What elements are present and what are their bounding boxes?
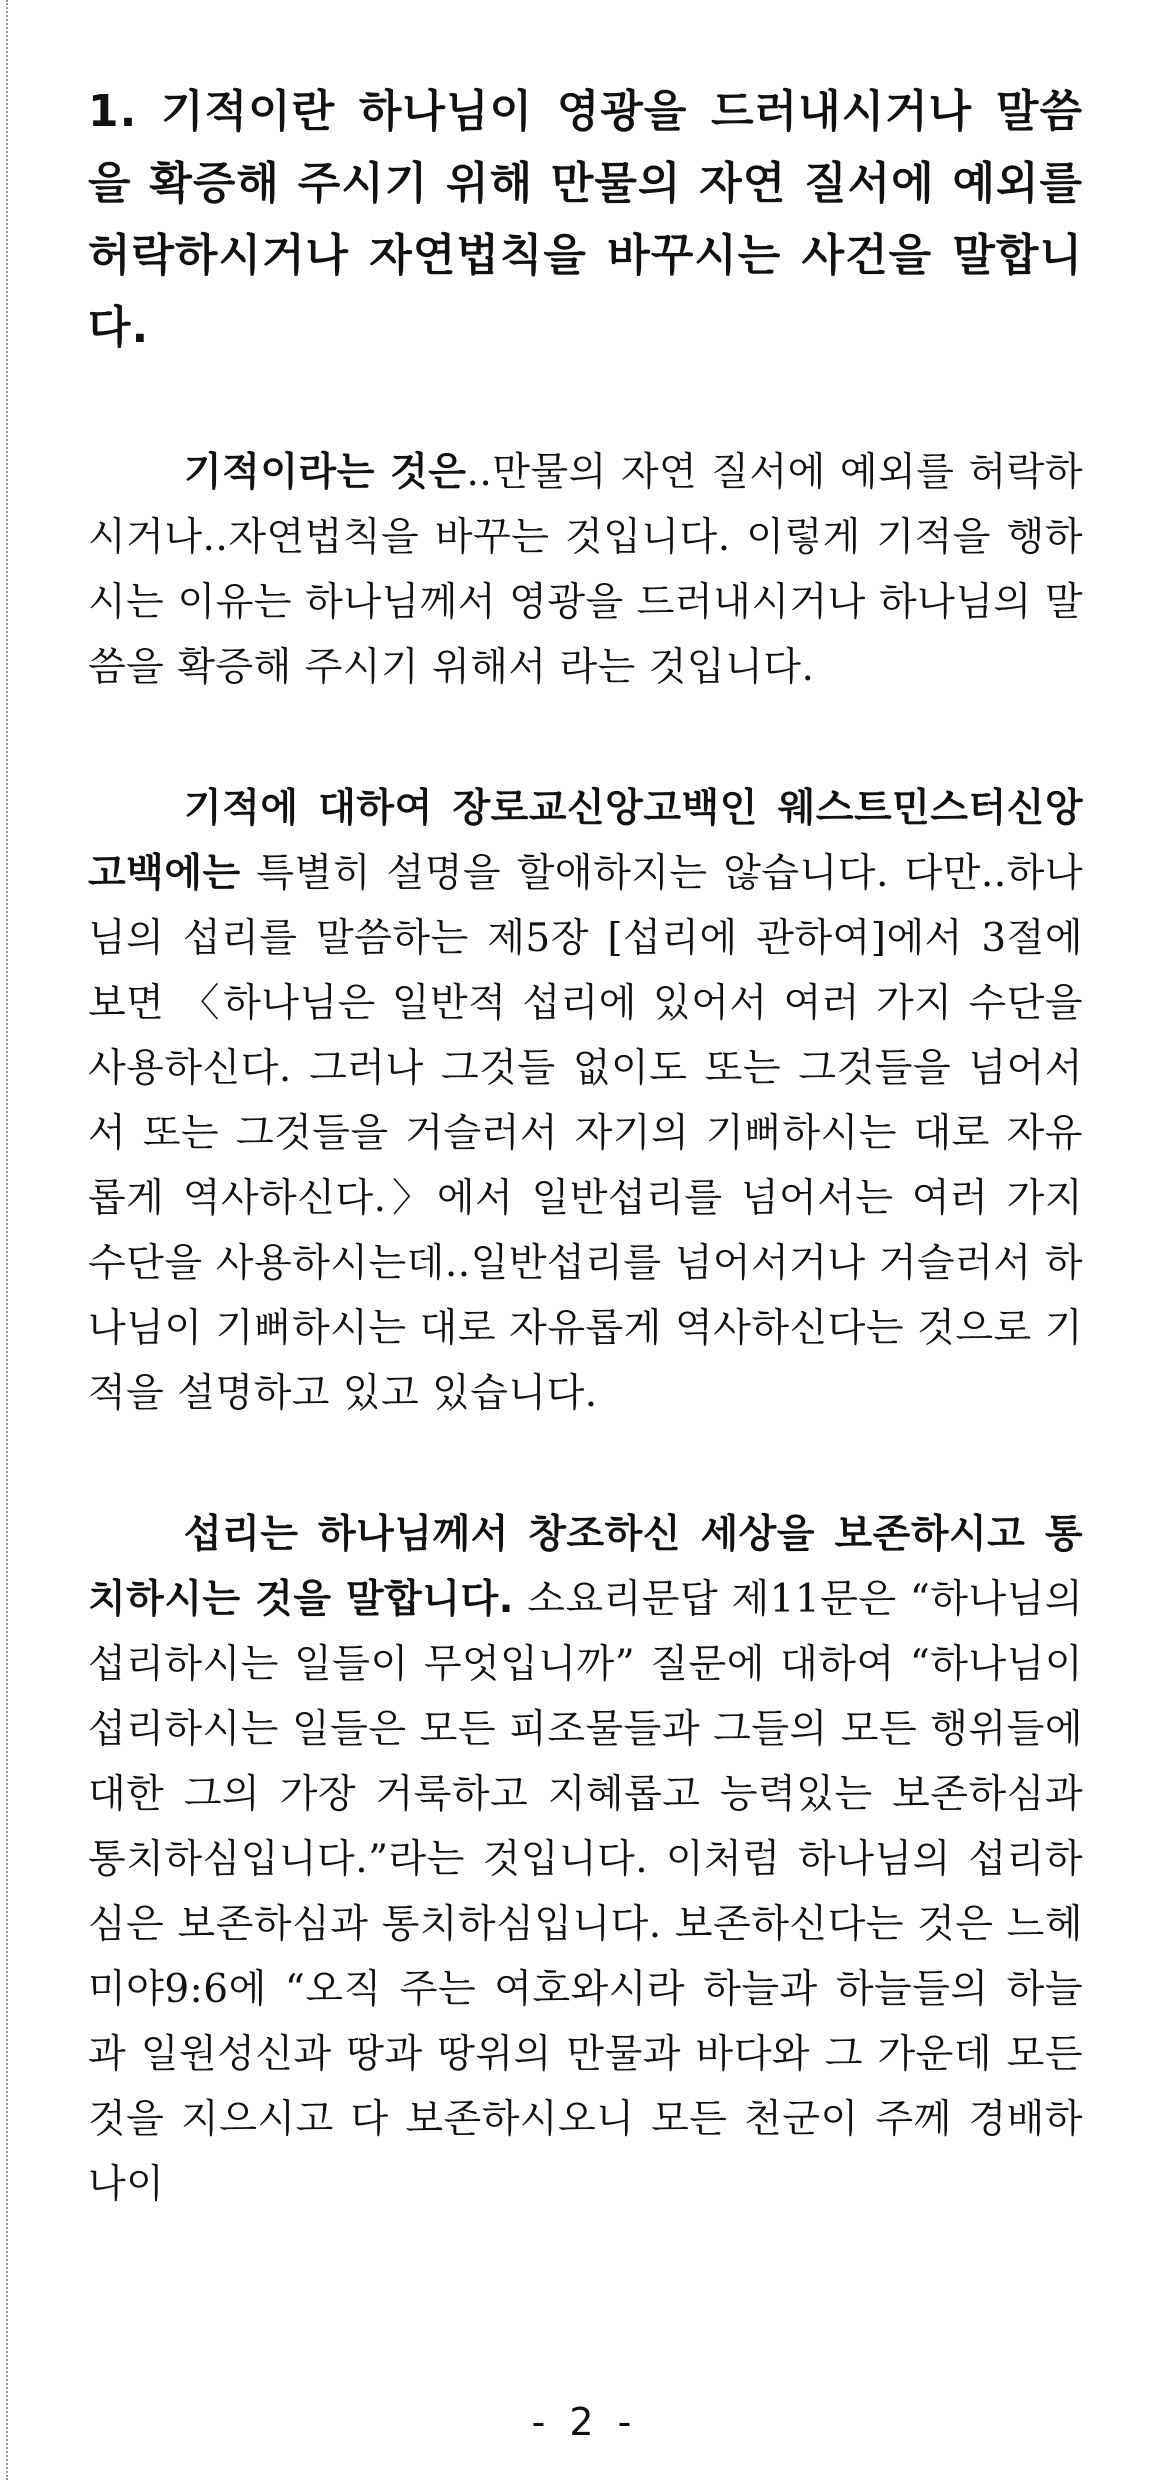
paragraph-3	[88, 1502, 1083, 2217]
document-page	[88, 76, 1083, 2217]
section-heading: 1. 기적이란 하나님이 영광을 드러내시거나 말씀을 확증해 주시기 위해 만물의 자연 질서에 예외를 허락하시거나 자연법칙을 바꾸시는 사건을 말합니다.	[88, 86, 1083, 353]
paragraph-3-body: 소요리문답 제11문은 “하나님의 섭리하시는 일들이 무엇입니까” 질문에 대하여 “하나님이 섭리하시는 일들은 모든 피조물들과 그들의 모든 행위들에 대한 그의 가장 거룩하고 지혜롭고 능력있는 보존하심과 통치하심입니다.”라는 것입니다. 이처럼 하나님의 섭리하심은 보존하심과 통치하심입니다. 보존하신다는 것은 느헤미야9:6에 “오직 주는 여호와시라 하늘과 하늘들의 하늘과 일원성신과 땅과 땅위의 만물과 바다와 그 가운데 모든 것을 지으시고 다 보존하시오니 모든 천군이 주께 경배하나이	[88, 1577, 1084, 2207]
page-number: - 2 -	[531, 2400, 638, 2444]
paragraph-1-body: ..만물의 자연 질서에 예외를 허락하시거나..자연법칙을 바꾸는 것입니다. 이렇게 기적을 행하시는 이유는 하나님께서 영광을 드러내시거나 하나님의 말씀을 확증해 주시기 위해서 라는 것입니다.	[88, 450, 1084, 690]
paragraph-1-lead: 기적이라는 것은	[184, 450, 467, 495]
left-margin-rule	[6, 0, 8, 2480]
paragraph-2	[88, 776, 1083, 1426]
paragraph-1	[88, 440, 1083, 700]
paragraph-2-lead: 기적에 대하여 장로교신앙고백인 웨스트민스터신앙고백에는	[88, 786, 1083, 896]
paragraph-2-body: 특별히 설명을 할애하지는 않습니다. 다만..하나님의 섭리를 말씀하는 제5장 [섭리에 관하여]에서 3절에 보면 〈하나님은 일반적 섭리에 있어서 여러 가지 수단을 사용하신다. 그러나 그것들 없이도 또는 그것들을 넘어서서 또는 그것들을 거슬러서 자기의 기뻐하시는 대로 자유롭게 역사하신다.〉에서 일반섭리를 넘어서는 여러 가지 수단을 사용하시는데..일반섭리를 넘어서거나 거슬러서 하나님이 기뻐하시는 대로 자유롭게 역사하신다는 것으로 기적을 설명하고 있고 있습니다.	[88, 851, 1083, 1416]
paragraph-3-lead: 섭리는 하나님께서 창조하신 세상을 보존하시고 통치하시는 것을 말합니다.	[88, 1512, 1083, 1622]
